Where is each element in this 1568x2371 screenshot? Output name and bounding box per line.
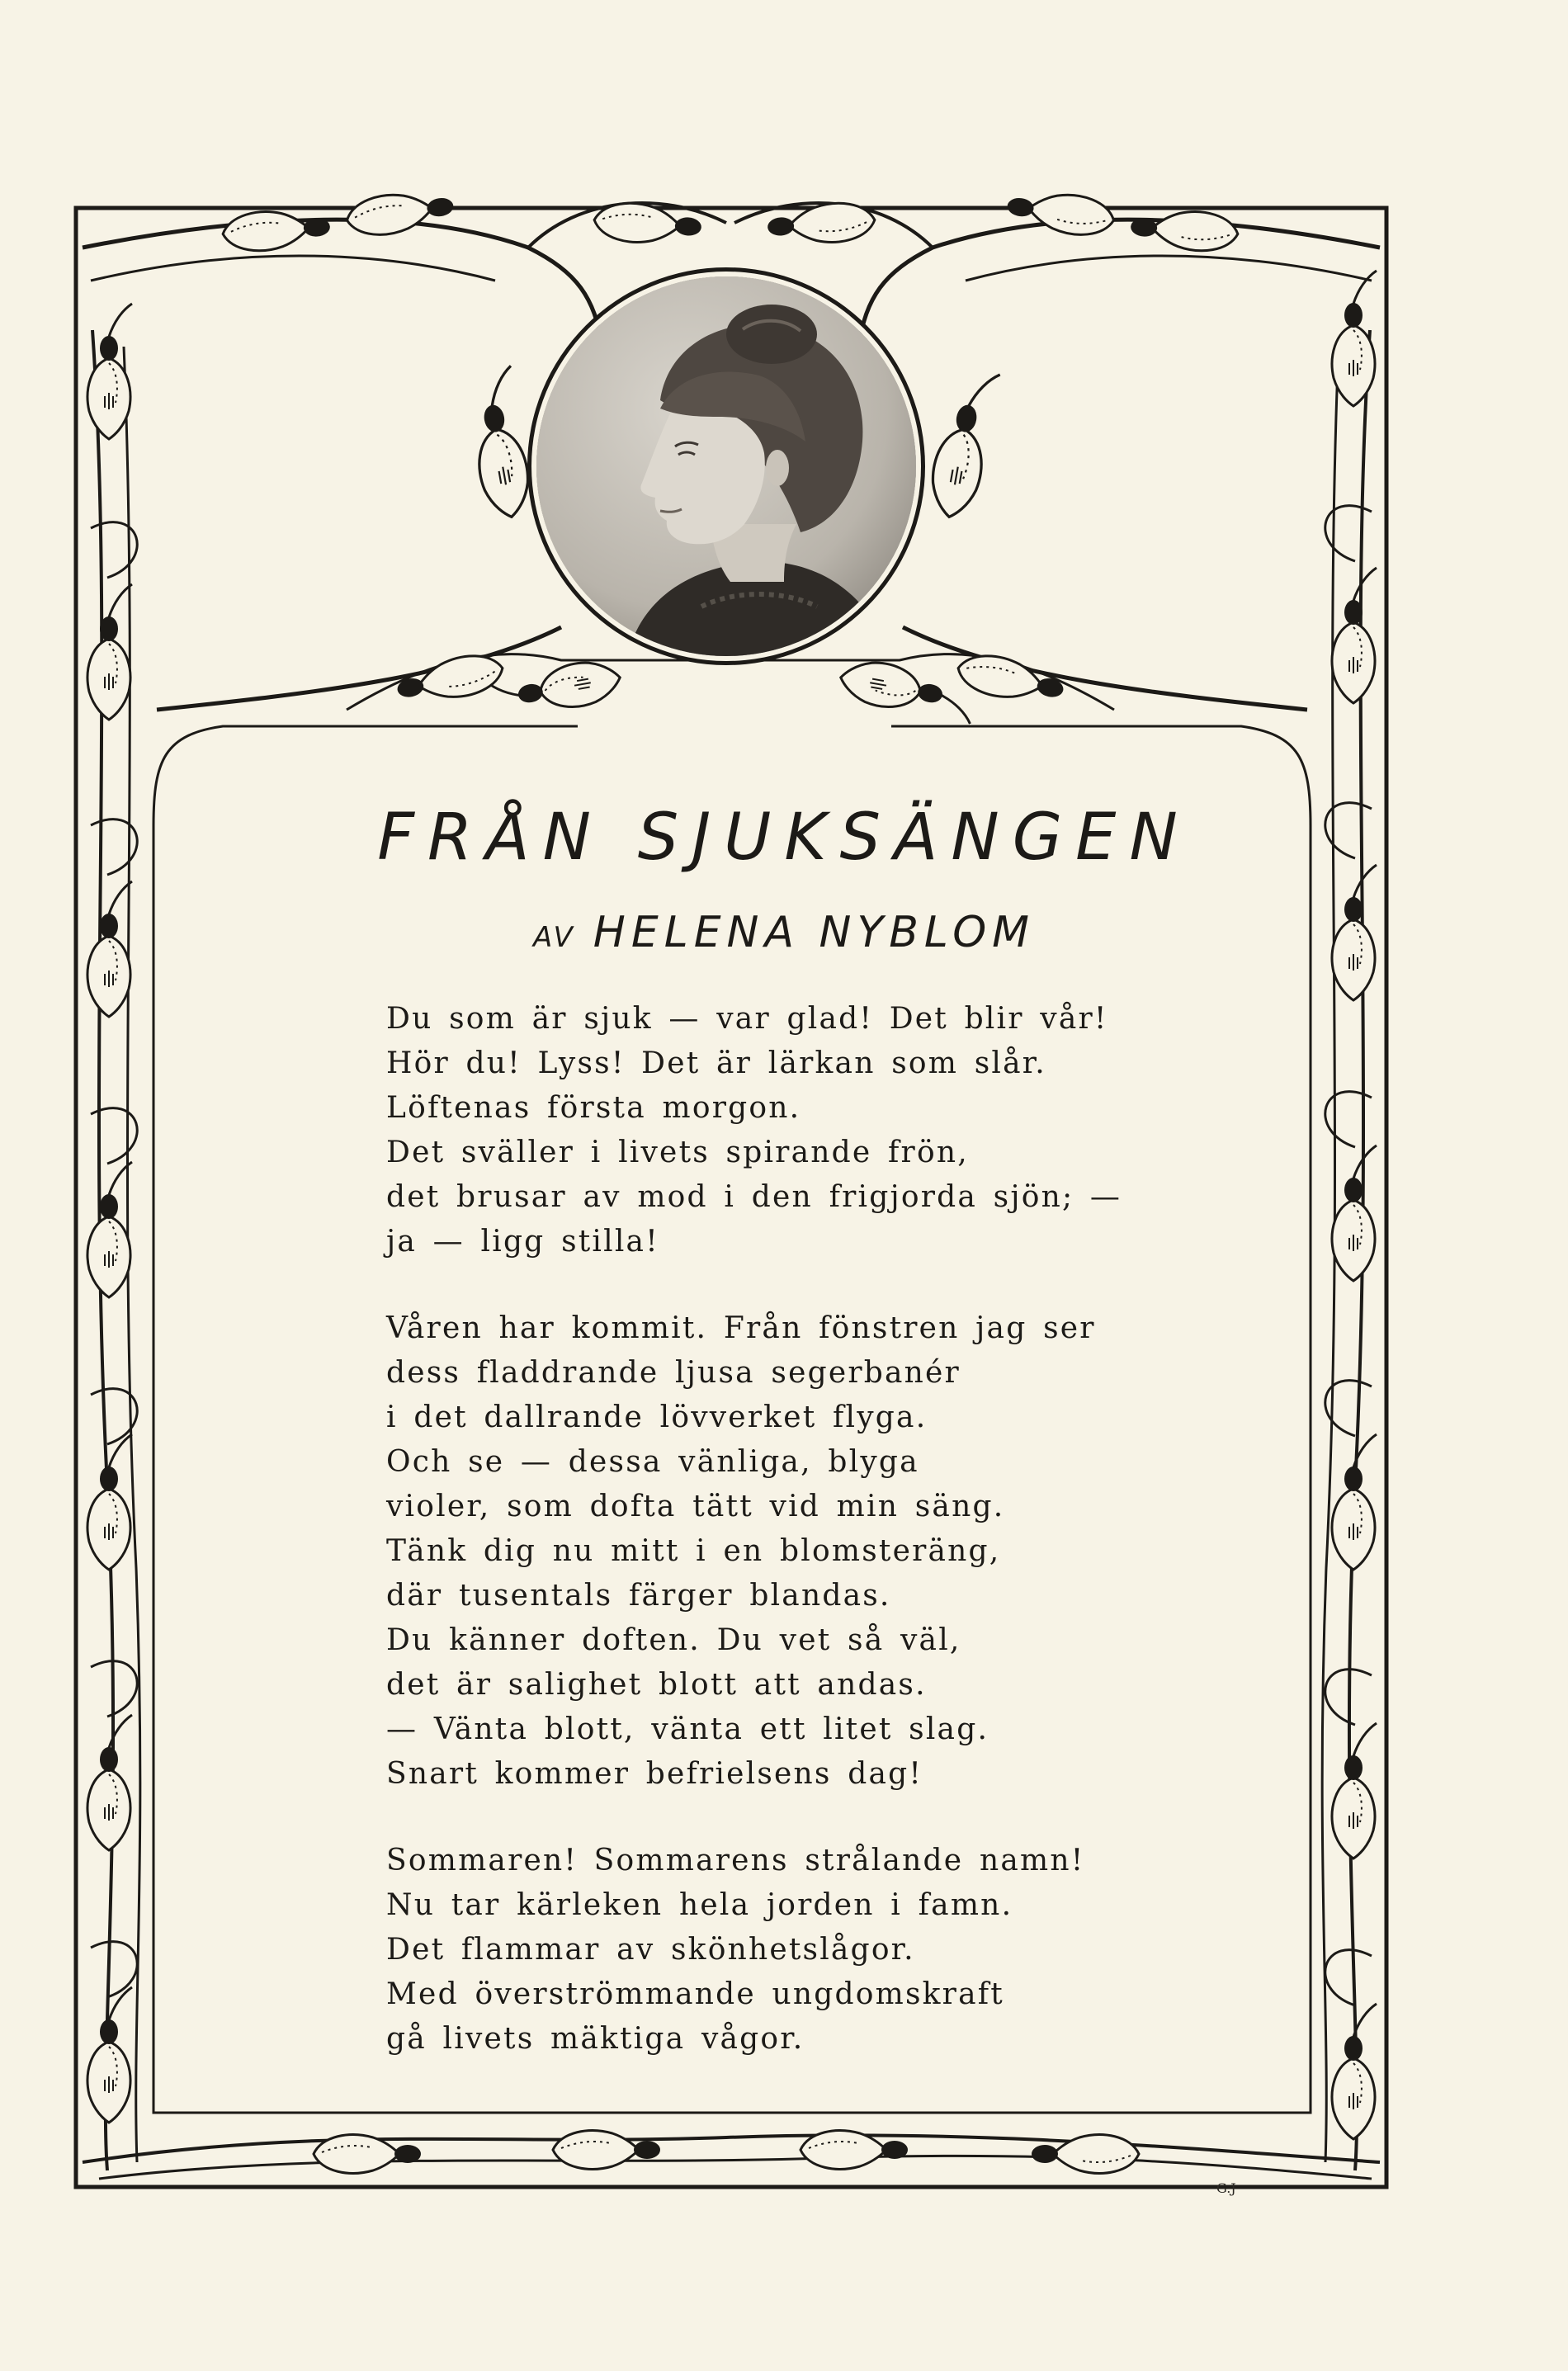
poem-line: Du känner doften. Du vet så väl,	[386, 1623, 961, 1657]
poem-line: Snart kommer befrielsens dag!	[386, 1757, 923, 1791]
poem-line: Med överströmmande ungdomskraft	[386, 1977, 1004, 2011]
poem-line: gå livets mäktiga vågor.	[386, 2022, 805, 2056]
poem-line: Tänk dig nu mitt i en blomsteräng,	[386, 1534, 1001, 1568]
poem-line: i det dallrande lövverket flyga.	[386, 1400, 928, 1434]
stanza-1	[386, 997, 1211, 1264]
byline	[0, 908, 1568, 957]
poem-line: Våren har kommit. Från fönstren jag ser	[386, 1311, 1096, 1345]
poem-line: där tusentals färger blandas.	[386, 1579, 891, 1613]
poem-line: Löftenas första morgon.	[386, 1091, 801, 1125]
poem-line: — Vänta blott, vänta ett litet slag.	[386, 1712, 989, 1746]
poem-line: Du som är sjuk — var glad! Det blir vår!	[386, 1002, 1108, 1036]
poem-line: violer, som dofta tätt vid min säng.	[386, 1490, 1005, 1523]
poem-line: Sommaren! Sommarens strålande namn!	[386, 1844, 1085, 1877]
stanza-2	[386, 1306, 1211, 1797]
byline-prefix: AV	[532, 921, 575, 954]
poem-line: Det flammar av skönhetslågor.	[386, 1933, 915, 1967]
poem-line: det är salighet blott att andas.	[386, 1668, 927, 1702]
author-portrait	[536, 276, 916, 656]
poem-line: Och se — dessa vänliga, blyga	[386, 1445, 919, 1479]
poem-line: det brusar av mod i den frigjorda sjön; —	[386, 1180, 1122, 1214]
author-name: HELENA NYBLOM	[593, 908, 1036, 957]
poem-line: dess fladdrande ljusa segerbanér	[386, 1356, 961, 1390]
poem-line: Det sväller i livets spirande frön,	[386, 1136, 969, 1169]
poem-body	[386, 997, 1211, 2104]
poem-line: ja — ligg stilla!	[386, 1225, 659, 1259]
poem-title: FRÅN SJUKSÄNGEN	[377, 801, 1191, 875]
page-mark: G.J	[1216, 2180, 1236, 2196]
poem-line: Hör du! Lyss! Det är lärkan som slår.	[386, 1046, 1046, 1080]
stanza-3	[386, 1839, 1211, 2062]
poem-line: Nu tar kärleken hela jorden i famn.	[386, 1888, 1013, 1922]
